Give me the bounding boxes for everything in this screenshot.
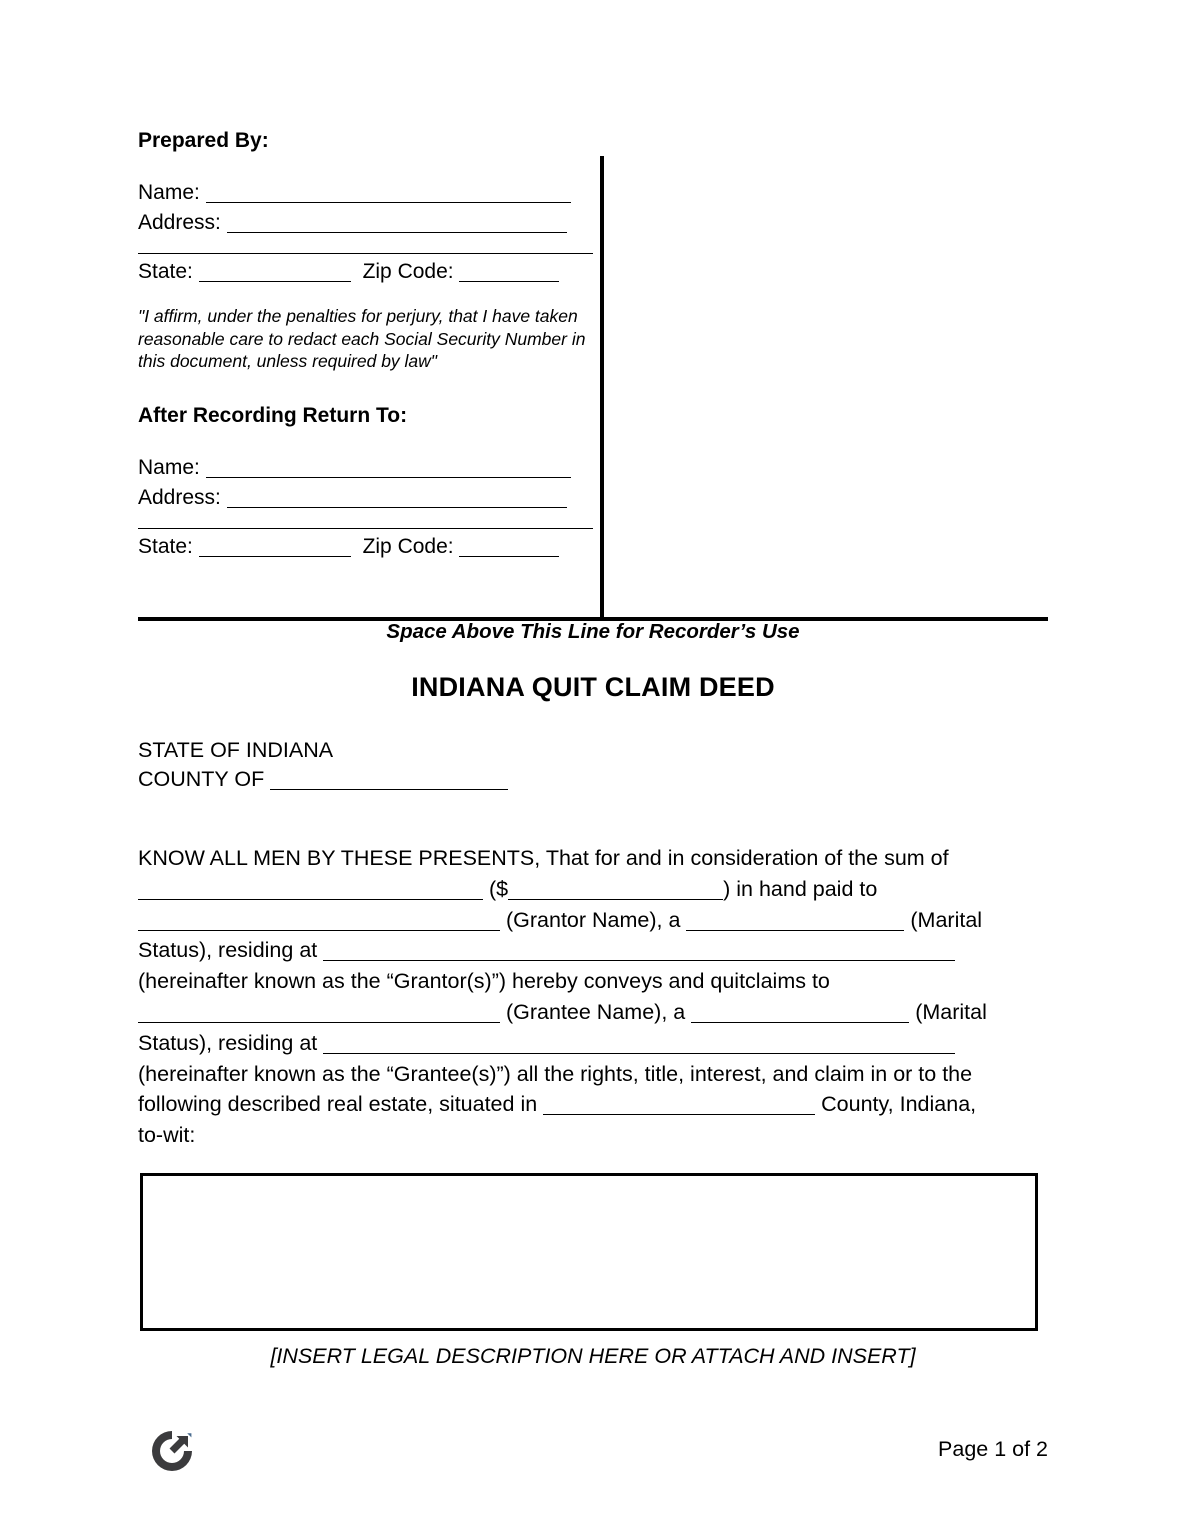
prepared-by-name-label: Name:	[138, 181, 200, 204]
body-line-2	[138, 874, 1044, 905]
prepared-by-address-label: Address:	[138, 211, 221, 234]
prepared-by-state-zip-row	[138, 257, 600, 287]
return-to-address-label: Address:	[138, 485, 221, 509]
return-to-name-row	[138, 453, 600, 483]
affirmation-statement: "I affirm, under the penalties for perjury, that I have taken reasonable care to redact each Social Security Number in this document, unless required by law"	[138, 306, 586, 371]
grantee-address-line[interactable]	[323, 1052, 955, 1054]
space-above-line-caption: Space Above This Line for Recorder’s Use	[386, 620, 800, 643]
prepared-by-name-row	[138, 178, 600, 208]
page-footer	[138, 1428, 1048, 1488]
property-county-line[interactable]	[543, 1113, 815, 1115]
county-of-row	[138, 765, 508, 794]
body-line-7	[138, 1028, 1044, 1059]
return-to-zip-input-line[interactable]	[459, 555, 559, 557]
real-estate-situated-label: following described real estate, situated in	[138, 1092, 538, 1117]
body-line-9	[138, 1089, 1044, 1120]
page-title: INDIANA QUIT CLAIM DEED	[411, 672, 775, 702]
legal-description-caption: [INSERT LEGAL DESCRIPTION HERE OR ATTACH AND INSERT]	[270, 1344, 916, 1368]
grantee-marital-status-line[interactable]	[691, 1021, 909, 1023]
grantor-address-line[interactable]	[323, 959, 955, 961]
return-to-state-zip-row	[138, 532, 600, 562]
body-line-5: (hereinafter known as the “Grantor(s)”) hereby conveys and quitclaims to	[138, 969, 830, 994]
return-to-state-input-line[interactable]	[199, 555, 351, 557]
body-line-8: (hereinafter known as the “Grantee(s)”) all the rights, title, interest, and claim in or to the	[138, 1061, 973, 1086]
county-of-label: COUNTY OF	[138, 767, 265, 791]
consideration-words-line[interactable]	[138, 898, 483, 900]
return-to-address-row	[138, 483, 600, 513]
state-of-indiana-line: STATE OF INDIANA	[138, 738, 334, 762]
prepared-by-name-input-line[interactable]	[206, 201, 571, 203]
return-to-heading: After Recording Return To:	[138, 403, 408, 427]
page-number: Page 1 of 2	[938, 1437, 1048, 1461]
grantee-marital-open: (Marital	[915, 999, 987, 1024]
dollar-open-paren: ($	[488, 876, 509, 901]
prepared-by-section	[138, 128, 600, 562]
eforms-circular-arrow-logo-icon	[149, 1428, 195, 1474]
return-to-address-input-line[interactable]	[227, 506, 567, 508]
prepared-by-heading: Prepared By:	[138, 129, 269, 152]
deed-body	[138, 843, 1044, 1151]
prepared-by-address-line2[interactable]	[138, 252, 593, 254]
grantee-name-label: (Grantee Name), a	[505, 999, 686, 1024]
prepared-by-zip-input-line[interactable]	[459, 280, 559, 282]
prepared-by-state-input-line[interactable]	[199, 280, 351, 282]
grantee-residing-label: Status), residing at	[138, 1030, 318, 1055]
grantee-name-line[interactable]	[138, 1021, 500, 1023]
body-line-3	[138, 905, 1044, 936]
legal-description-box[interactable]	[140, 1173, 1038, 1331]
grantor-residing-label: Status), residing at	[138, 938, 318, 963]
prepared-by-address-row	[138, 208, 600, 238]
return-to-name-input-line[interactable]	[206, 476, 571, 478]
return-to-name-label: Name:	[138, 455, 200, 479]
prepared-by-state-label: State:	[138, 260, 193, 283]
return-to-state-label: State:	[138, 534, 193, 558]
in-hand-paid-to-text: ) in hand paid to	[723, 876, 878, 901]
body-line-10: to-wit:	[138, 1123, 196, 1148]
prepared-by-address-input-line[interactable]	[227, 231, 567, 233]
county-indiana-text: County, Indiana,	[821, 1092, 977, 1117]
grantor-marital-open: (Marital	[910, 907, 983, 932]
county-input-line[interactable]	[270, 788, 508, 790]
grantor-name-label: (Grantor Name), a	[505, 907, 681, 932]
body-line-1: KNOW ALL MEN BY THESE PRESENTS, That for and in consideration of the sum of	[138, 846, 949, 870]
grantor-marital-status-line[interactable]	[686, 929, 904, 931]
state-county-block	[138, 736, 508, 794]
return-to-zip-label: Zip Code:	[362, 534, 454, 558]
return-to-address-line2[interactable]	[138, 527, 593, 529]
body-line-4	[138, 935, 1044, 966]
prepared-by-zip-label: Zip Code:	[362, 260, 454, 283]
recorder-vertical-divider	[600, 156, 604, 618]
consideration-amount-line[interactable]	[508, 898, 723, 900]
body-line-6	[138, 997, 1044, 1028]
grantor-name-line[interactable]	[138, 929, 500, 931]
